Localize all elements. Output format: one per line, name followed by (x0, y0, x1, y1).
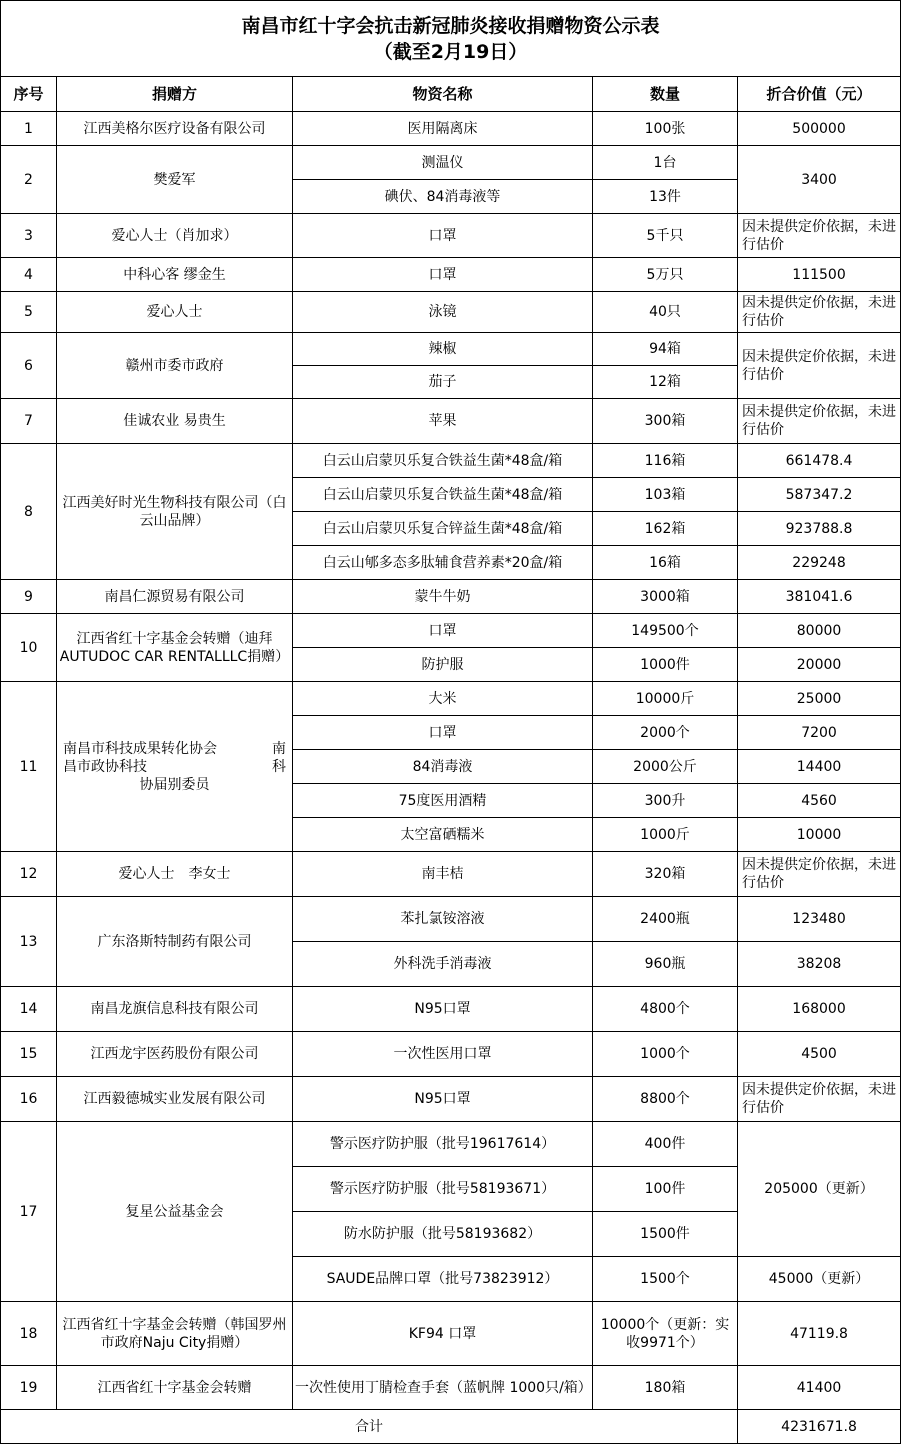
value-cell-unestimated: 因未提供定价依据，未进行估价 (738, 333, 901, 399)
row-no: 9 (1, 580, 57, 614)
donor-cell: 南昌龙旗信息科技有限公司 (57, 987, 293, 1032)
row-no: 4 (1, 258, 57, 292)
table-row (1, 1077, 901, 1122)
value-cell: 7200 (738, 716, 901, 750)
qty-cell: 16箱 (593, 546, 738, 580)
table-row (1, 1122, 901, 1167)
donor-cell: 赣州市委市政府 (57, 333, 293, 399)
item-cell: 白云山启蒙贝乐复合铁益生菌*48盒/箱 (293, 444, 593, 478)
item-cell: KF94 口罩 (293, 1302, 593, 1366)
row-no: 7 (1, 399, 57, 444)
item-cell: 防护服 (293, 648, 593, 682)
qty-cell: 5万只 (593, 258, 738, 292)
row-no: 11 (1, 682, 57, 852)
table-row (1, 258, 901, 292)
header-qty: 数量 (593, 77, 738, 112)
table-row (1, 852, 901, 897)
qty-cell: 12箱 (593, 366, 738, 399)
donor-line (59, 740, 290, 758)
donor-cell: 佳诚农业 易贵生 (57, 399, 293, 444)
qty-cell: 100张 (593, 112, 738, 146)
item-cell: 白云山启蒙贝乐复合锌益生菌*48盒/箱 (293, 512, 593, 546)
total-row (1, 1410, 901, 1444)
qty-cell: 94箱 (593, 333, 738, 366)
item-cell: 太空富硒糯米 (293, 818, 593, 852)
donor-part: 南昌市科技成果转化协会 (63, 740, 217, 757)
qty-cell: 1000个 (593, 1032, 738, 1077)
item-cell: N95口罩 (293, 1077, 593, 1122)
qty-cell: 149500个 (593, 614, 738, 648)
donor-cell: 江西省红十字基金会转赠（韩国罗州市政府Naju City捐赠） (57, 1302, 293, 1366)
total-label: 合计 (1, 1410, 738, 1444)
row-no: 6 (1, 333, 57, 399)
value-cell: 3400 (738, 146, 901, 214)
qty-cell: 1500个 (593, 1257, 738, 1302)
item-cell: N95口罩 (293, 987, 593, 1032)
table-row (1, 614, 901, 648)
item-cell: 苯扎氯铵溶液 (293, 897, 593, 942)
qty-cell: 10000斤 (593, 682, 738, 716)
table-row (1, 987, 901, 1032)
row-no: 18 (1, 1302, 57, 1366)
qty-cell: 13件 (593, 180, 738, 214)
qty-cell: 5千只 (593, 214, 738, 258)
donor-cell (57, 682, 293, 852)
value-cell: 168000 (738, 987, 901, 1032)
item-cell: 一次性使用丁腈检查手套（蓝帆牌 1000只/箱） (293, 1366, 593, 1410)
item-cell: 白云山启蒙贝乐复合铁益生菌*48盒/箱 (293, 478, 593, 512)
row-no: 5 (1, 292, 57, 333)
item-cell: 一次性医用口罩 (293, 1032, 593, 1077)
value-cell: 38208 (738, 942, 901, 987)
donor-cell: 江西省红十字基金会转赠（迪拜AUTUDOC CAR RENTALLLC捐赠） (57, 614, 293, 682)
row-no: 3 (1, 214, 57, 258)
table-title (1, 1, 901, 77)
donor-part: 南 (272, 740, 286, 757)
value-cell: 14400 (738, 750, 901, 784)
table-row (1, 399, 901, 444)
value-cell: 923788.8 (738, 512, 901, 546)
donor-line (59, 758, 290, 776)
qty-cell: 100件 (593, 1167, 738, 1212)
value-cell: 229248 (738, 546, 901, 580)
row-no: 19 (1, 1366, 57, 1410)
qty-cell: 8800个 (593, 1077, 738, 1122)
qty-cell: 960瓶 (593, 942, 738, 987)
item-cell: 测温仪 (293, 146, 593, 180)
table-row (1, 333, 901, 366)
qty-cell: 300升 (593, 784, 738, 818)
value-cell: 45000（更新） (738, 1257, 901, 1302)
donor-part: 昌市政协科技 (63, 758, 147, 775)
row-no: 2 (1, 146, 57, 214)
value-cell: 20000 (738, 648, 901, 682)
donor-cell: 南昌仁源贸易有限公司 (57, 580, 293, 614)
donor-cell: 中科心客 缪金生 (57, 258, 293, 292)
value-cell-unestimated: 因未提供定价依据，未进行估价 (738, 852, 901, 897)
qty-cell: 1000斤 (593, 818, 738, 852)
value-cell: 47119.8 (738, 1302, 901, 1366)
qty-cell: 2000个 (593, 716, 738, 750)
qty-cell: 400件 (593, 1122, 738, 1167)
item-cell: 口罩 (293, 614, 593, 648)
header-item: 物资名称 (293, 77, 593, 112)
total-value: 4231671.8 (738, 1410, 901, 1444)
row-no: 15 (1, 1032, 57, 1077)
item-cell: 口罩 (293, 258, 593, 292)
row-no: 1 (1, 112, 57, 146)
row-no: 17 (1, 1122, 57, 1302)
qty-cell: 10000个（更新：实收9971个） (593, 1302, 738, 1366)
value-cell: 587347.2 (738, 478, 901, 512)
item-cell: 医用隔离床 (293, 112, 593, 146)
item-cell: 口罩 (293, 716, 593, 750)
donor-cell: 爱心人士 李女士 (57, 852, 293, 897)
qty-cell: 2000公斤 (593, 750, 738, 784)
donor-cell: 江西龙宇医药股份有限公司 (57, 1032, 293, 1077)
table-row (1, 1302, 901, 1366)
qty-cell: 3000箱 (593, 580, 738, 614)
item-cell: 84消毒液 (293, 750, 593, 784)
value-cell: 41400 (738, 1366, 901, 1410)
qty-cell: 1500件 (593, 1212, 738, 1257)
row-no: 13 (1, 897, 57, 987)
value-cell: 25000 (738, 682, 901, 716)
item-cell: 泳镜 (293, 292, 593, 333)
item-cell: 茄子 (293, 366, 593, 399)
value-cell-unestimated: 因未提供定价依据，未进行估价 (738, 214, 901, 258)
value-cell-unestimated: 因未提供定价依据，未进行估价 (738, 292, 901, 333)
item-cell: 蒙牛牛奶 (293, 580, 593, 614)
row-no: 8 (1, 444, 57, 580)
donor-cell: 江西省红十字基金会转赠 (57, 1366, 293, 1410)
item-cell: 碘伏、84消毒液等 (293, 180, 593, 214)
item-cell: 75度医用酒精 (293, 784, 593, 818)
qty-cell: 1000件 (593, 648, 738, 682)
donor-cell: 江西美好时光生物科技有限公司（白云山品牌） (57, 444, 293, 580)
table-row (1, 292, 901, 333)
donor-cell: 樊爱军 (57, 146, 293, 214)
value-cell: 111500 (738, 258, 901, 292)
donor-cell: 爱心人士（肖加求） (57, 214, 293, 258)
value-cell: 4560 (738, 784, 901, 818)
qty-cell: 300箱 (593, 399, 738, 444)
qty-cell: 103箱 (593, 478, 738, 512)
donor-cell: 爱心人士 (57, 292, 293, 333)
header-value: 折合价值（元） (738, 77, 901, 112)
table-row (1, 444, 901, 478)
row-no: 10 (1, 614, 57, 682)
item-cell: 警示医疗防护服（批号19617614） (293, 1122, 593, 1167)
row-no: 14 (1, 987, 57, 1032)
header-donor: 捐赠方 (57, 77, 293, 112)
value-cell: 80000 (738, 614, 901, 648)
qty-cell: 4800个 (593, 987, 738, 1032)
item-cell: 辣椒 (293, 333, 593, 366)
qty-cell: 162箱 (593, 512, 738, 546)
donor-cell: 广东洛斯特制药有限公司 (57, 897, 293, 987)
item-cell: 南丰桔 (293, 852, 593, 897)
table-row (1, 1032, 901, 1077)
donor-cell: 江西美格尔医疗设备有限公司 (57, 112, 293, 146)
item-cell: 大米 (293, 682, 593, 716)
item-cell: SAUDE品牌口罩（批号73823912） (293, 1257, 593, 1302)
value-cell: 661478.4 (738, 444, 901, 478)
donor-cell: 复星公益基金会 (57, 1122, 293, 1302)
table-row (1, 897, 901, 942)
value-cell: 205000（更新） (738, 1122, 901, 1257)
item-cell: 苹果 (293, 399, 593, 444)
value-cell-unestimated: 因未提供定价依据，未进行估价 (738, 1077, 901, 1122)
table-row (1, 214, 901, 258)
table-row (1, 580, 901, 614)
donor-part: 科 (272, 758, 286, 775)
qty-cell: 40只 (593, 292, 738, 333)
header-row (1, 77, 901, 112)
value-cell: 381041.6 (738, 580, 901, 614)
donor-cell: 江西毅德城实业发展有限公司 (57, 1077, 293, 1122)
table-row (1, 682, 901, 716)
title-main: 南昌市红十字会抗击新冠肺炎接收捐赠物资公示表 (241, 14, 660, 37)
qty-cell: 180箱 (593, 1366, 738, 1410)
qty-cell: 2400瓶 (593, 897, 738, 942)
value-cell-unestimated: 因未提供定价依据，未进行估价 (738, 399, 901, 444)
qty-cell: 116箱 (593, 444, 738, 478)
item-cell: 口罩 (293, 214, 593, 258)
table-row (1, 112, 901, 146)
item-cell: 白云山郇多态多肽辅食营养素*20盒/箱 (293, 546, 593, 580)
value-cell: 4500 (738, 1032, 901, 1077)
item-cell: 外科洗手消毒液 (293, 942, 593, 987)
item-cell: 警示医疗防护服（批号58193671） (293, 1167, 593, 1212)
row-no: 16 (1, 1077, 57, 1122)
value-cell: 500000 (738, 112, 901, 146)
item-cell: 防水防护服（批号58193682） (293, 1212, 593, 1257)
row-no: 12 (1, 852, 57, 897)
table-row (1, 146, 901, 180)
table-row (1, 1366, 901, 1410)
donor-part: 协届别委员 (139, 776, 210, 793)
qty-cell: 320箱 (593, 852, 738, 897)
title-sub: （截至2月19日） (373, 40, 528, 63)
value-cell: 123480 (738, 897, 901, 942)
qty-cell: 1台 (593, 146, 738, 180)
header-no: 序号 (1, 77, 57, 112)
value-cell: 10000 (738, 818, 901, 852)
